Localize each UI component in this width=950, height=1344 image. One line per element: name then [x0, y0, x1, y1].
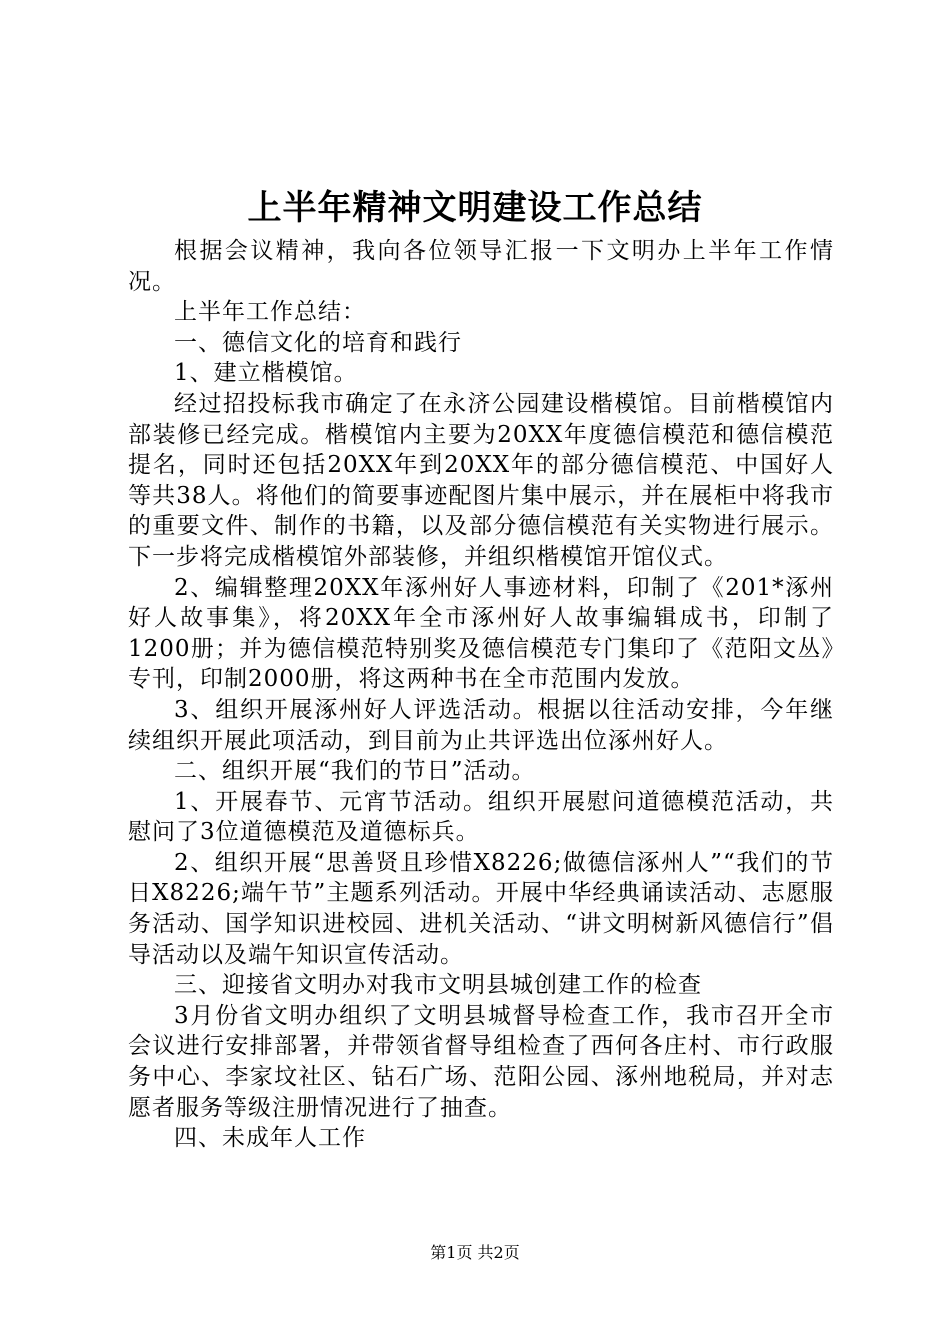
- paragraph: 2、编辑整理20XX年涿州好人事迹材料，印制了《201*涿州好人故事集》，将20XX年全市涿州好人故事编辑成书，印制了1200册；并为德信模范特别奖及德信模范专门集印了《范阳文丛》专刊，印制2000册，将这两种书在全市范围内发放。: [128, 574, 834, 693]
- paragraph: 上半年工作总结：: [174, 299, 366, 326]
- section-heading: 一、德信文化的培育和践行: [174, 329, 462, 356]
- subsection-heading: 1、建立楷模馆。: [174, 360, 358, 387]
- section-heading: 二、组织开展“我们的节日”活动。: [174, 758, 536, 785]
- paragraph: 根据会议精神，我向各位领导汇报一下文明办上半年工作情况。: [128, 238, 834, 295]
- paragraph: 经过招投标我市确定了在永济公园建设楷模馆。目前楷模馆内部装修已经完成。楷模馆内主要为20XX年度德信模范和德信模范提名，同时还包括20XX年到20XX年的部分德信模范、中国好人等共38人。将他们的简要事迹配图片集中展示，并在展柜中将我市的重要文件、制作的书籍，以及部分德信模范有关实物进行展示。下一步将完成楷模馆外部装修，并组织楷模馆开馆仪式。: [128, 390, 834, 570]
- document-body: [128, 236, 834, 1154]
- paragraph: 2、组织开展“思善贤且珍惜X8226;做德信涿州人”“我们的节日X8226;端午节”主题系列活动。开展中华经典诵读活动、志愿服务活动、国学知识进校园、进机关活动、“讲文明树新风德信行”倡导活动以及端午知识宣传活动。: [128, 849, 834, 968]
- page-number-footer: 第1页 共2页: [430, 1243, 520, 1262]
- section-heading: 三、迎接省文明办对我市文明县城创建工作的检查: [174, 972, 702, 999]
- paragraph: 3、组织开展涿州好人评选活动。根据以往活动安排，今年继续组织开展此项活动，到目前为止共评选出位涿州好人。: [128, 696, 834, 754]
- paragraph: 1、开展春节、元宵节活动。组织开展慰问道德模范活动，共慰问了3位道德模范及道德标兵。: [128, 788, 834, 846]
- document-title: 上半年精神文明建设工作总结: [247, 188, 703, 228]
- section-heading: 四、未成年人工作: [174, 1125, 366, 1152]
- paragraph: 3月份省文明办组织了文明县城督导检查工作，我市召开全市会议进行安排部署，并带领省督导组检查了西何各庄村、市行政服务中心、李家坟社区、钻石广场、范阳公园、涿州地税局，并对志愿者服务等级注册情况进行了抽查。: [128, 1002, 834, 1121]
